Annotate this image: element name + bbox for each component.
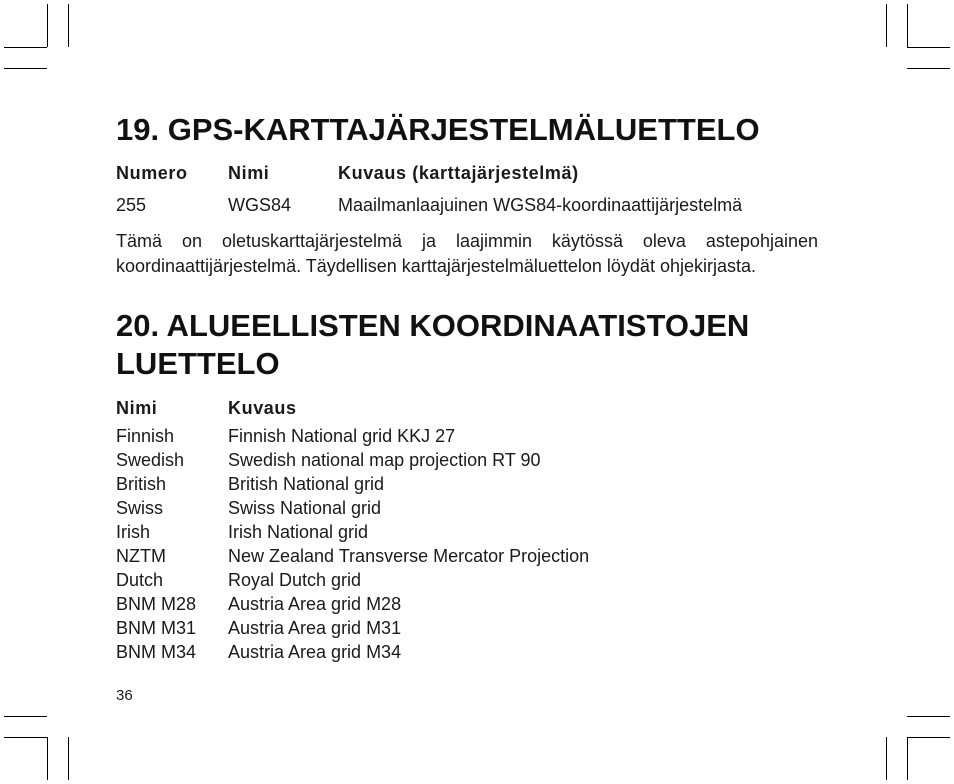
list-item	[116, 592, 818, 616]
list-item	[116, 568, 818, 592]
grid-description: Austria Area grid M31	[228, 618, 402, 638]
grid-name: NZTM	[116, 546, 166, 566]
list-item	[116, 544, 818, 568]
crop-mark	[907, 4, 908, 47]
crop-mark	[907, 737, 908, 780]
grid-name: Irish	[116, 522, 151, 542]
crop-mark	[907, 737, 950, 738]
grid-name: British	[116, 474, 167, 494]
crop-mark	[886, 737, 887, 780]
grid-name: BNM M28	[116, 594, 197, 614]
crop-mark	[4, 737, 47, 738]
crop-mark	[4, 68, 47, 69]
list-item	[116, 472, 818, 496]
crop-mark	[4, 47, 47, 48]
list-item	[116, 424, 818, 448]
grid-name: BNM M34	[116, 642, 197, 662]
header-name: Nimi	[116, 398, 158, 418]
crop-mark	[4, 716, 47, 717]
header-description: Kuvaus	[228, 398, 297, 418]
crop-mark	[47, 4, 48, 47]
grid-name: Dutch	[116, 570, 164, 590]
grid-name: Swedish	[116, 450, 185, 470]
list-item	[116, 616, 818, 640]
crop-mark	[886, 4, 887, 47]
grid-list	[116, 424, 818, 664]
grid-description: Irish National grid	[228, 522, 369, 542]
crop-mark	[907, 68, 950, 69]
list-item	[116, 520, 818, 544]
grid-description: Finnish National grid KKJ 27	[228, 426, 456, 446]
section-20-heading: 20. ALUEELLISTEN KOORDINAATISTOJEN LUETTELO	[116, 308, 750, 381]
row-description: Maailmanlaajuinen WGS84-koordinaattijärjestelmä	[338, 195, 743, 215]
grid-description: Austria Area grid M28	[228, 594, 402, 614]
grid-description: Royal Dutch grid	[228, 570, 362, 590]
list-item	[116, 448, 818, 472]
grid-name: Finnish	[116, 426, 175, 446]
crop-mark	[47, 737, 48, 780]
crop-mark	[907, 47, 950, 48]
crop-mark	[907, 716, 950, 717]
section-19-paragraph: Tämä on oletuskarttajärjestelmä ja laajimmin käytössä oleva astepohjainen koordinaattijärjestelmä. Täydellisen karttajärjestelmäluettelon löydät ohjekirjasta.	[116, 231, 818, 276]
grid-description: Austria Area grid M34	[228, 642, 402, 662]
header-description: Kuvaus (karttajärjestelmä)	[338, 163, 579, 183]
grid-description: British National grid	[228, 474, 385, 494]
row-number: 255	[116, 195, 147, 215]
section-19-heading: 19. GPS-KARTTAJÄRJESTELMÄLUETTELO	[116, 112, 760, 147]
list-item	[116, 640, 818, 664]
grid-name: BNM M31	[116, 618, 197, 638]
crop-mark	[68, 737, 69, 780]
header-name: Nimi	[228, 163, 270, 183]
grid-name: Swiss	[116, 498, 164, 518]
grid-description: Swedish national map projection RT 90	[228, 450, 541, 470]
grid-description: Swiss National grid	[228, 498, 382, 518]
grid-description: New Zealand Transverse Mercator Projection	[228, 546, 590, 566]
list-item	[116, 496, 818, 520]
header-number: Numero	[116, 163, 188, 183]
page-number: 36	[116, 687, 133, 704]
crop-mark	[68, 4, 69, 47]
row-name: WGS84	[228, 195, 292, 215]
